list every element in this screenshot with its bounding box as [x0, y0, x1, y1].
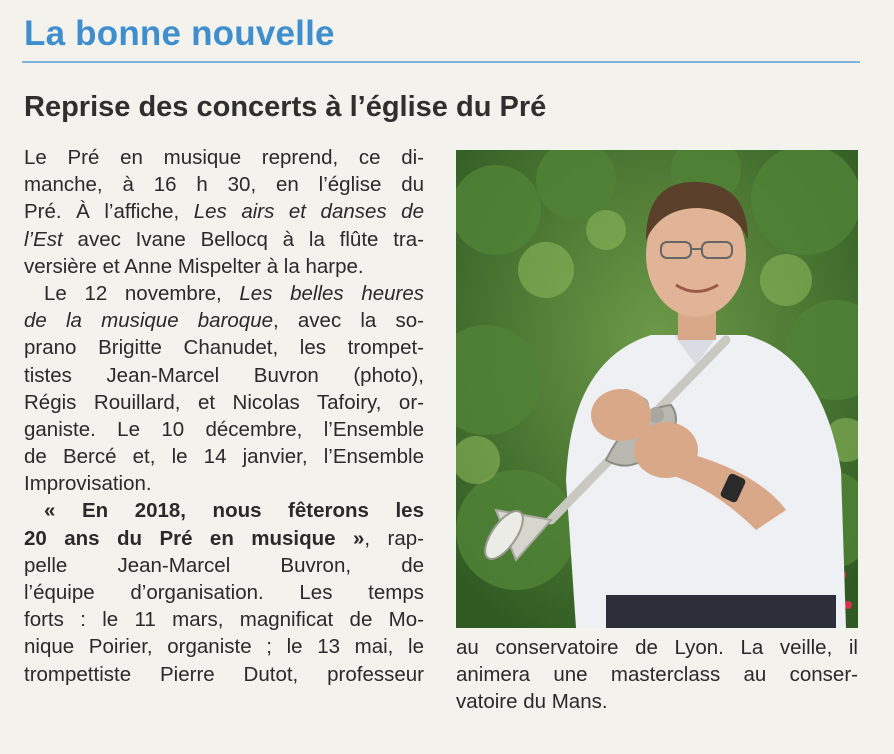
article-photo [456, 150, 858, 628]
section-rule [22, 61, 860, 63]
text-line [24, 144, 424, 171]
text-run: nique Poirier, organiste ; le 13 mai, le [24, 635, 424, 659]
text-run: l’équipe d’organisation. Les temps [24, 581, 424, 604]
article-headline: Reprise des concerts à l’église du Pré [24, 91, 547, 123]
text-run: Pré. À l’affiche, [24, 200, 194, 224]
text-run: manche, à 16 h 30, en l’église du [24, 173, 424, 197]
text-run: animera une masterclass au conser- [456, 663, 858, 687]
text-run: , rap- [364, 526, 424, 550]
text-line [24, 443, 424, 470]
text-line [24, 280, 424, 307]
text-line [24, 198, 424, 225]
text-run: Régis Rouillard, et Nicolas Tafoiry, or- [24, 390, 424, 414]
text-run: vatoire du Mans. [456, 690, 608, 714]
text-run: ganiste. Le 10 décembre, l’Ensemble [24, 417, 424, 441]
text-line [24, 226, 424, 253]
text-line [24, 334, 424, 361]
text-line [24, 253, 424, 280]
text-run: de la musique baroque [24, 309, 274, 333]
section-title: La bonne nouvelle [24, 14, 335, 53]
article-body-left-column [24, 144, 424, 688]
text-line [24, 497, 424, 524]
text-line [456, 661, 858, 688]
text-run: trompettiste Pierre Dutot, professeur [24, 662, 424, 686]
text-line [24, 552, 424, 579]
text-run: Improvisation. [24, 472, 152, 496]
text-run: versière et Anne Mispelter à la harpe. [24, 254, 364, 278]
text-run: Les airs et danses de [193, 200, 424, 224]
trousers [606, 595, 836, 628]
trumpeter-photo-illustration [456, 150, 858, 628]
text-line [24, 416, 424, 443]
article-body-right-column [456, 634, 858, 716]
text-run: pelle Jean-Marcel Buvron, de [24, 553, 424, 577]
text-run: forts : le 11 mars, magnificat de Mo- [24, 608, 424, 632]
text-run: Le Pré en musique reprend, ce di- [24, 146, 424, 169]
text-line [24, 362, 424, 389]
text-line [456, 688, 858, 715]
text-run: tistes Jean-Marcel Buvron (photo), [24, 363, 424, 387]
text-line [24, 606, 424, 633]
text-run: Le 12 novembre, [44, 281, 240, 305]
text-run: de Bercé et, le 14 janvier, l’Ensemble [24, 445, 424, 469]
text-run: l’Est [24, 227, 63, 251]
text-line [24, 470, 424, 497]
text-line [24, 579, 424, 606]
text-line [24, 389, 424, 416]
text-run: 20 ans du Pré en musique » [24, 526, 365, 550]
text-run: , avec la so- [273, 309, 424, 333]
text-run: Les belles heures [239, 281, 424, 305]
text-run: « En 2018, nous fêterons les [44, 499, 424, 523]
text-line [24, 525, 424, 552]
text-run: avec Ivane Bellocq à la flûte tra- [62, 227, 424, 251]
text-run: au conservatoire de Lyon. La veille, il [456, 636, 858, 659]
text-line [24, 307, 424, 334]
text-line [24, 171, 424, 198]
text-line [456, 634, 858, 661]
text-run: prano Brigitte Chanudet, les trompet- [24, 336, 424, 360]
text-line [24, 633, 424, 660]
text-line [24, 661, 424, 688]
